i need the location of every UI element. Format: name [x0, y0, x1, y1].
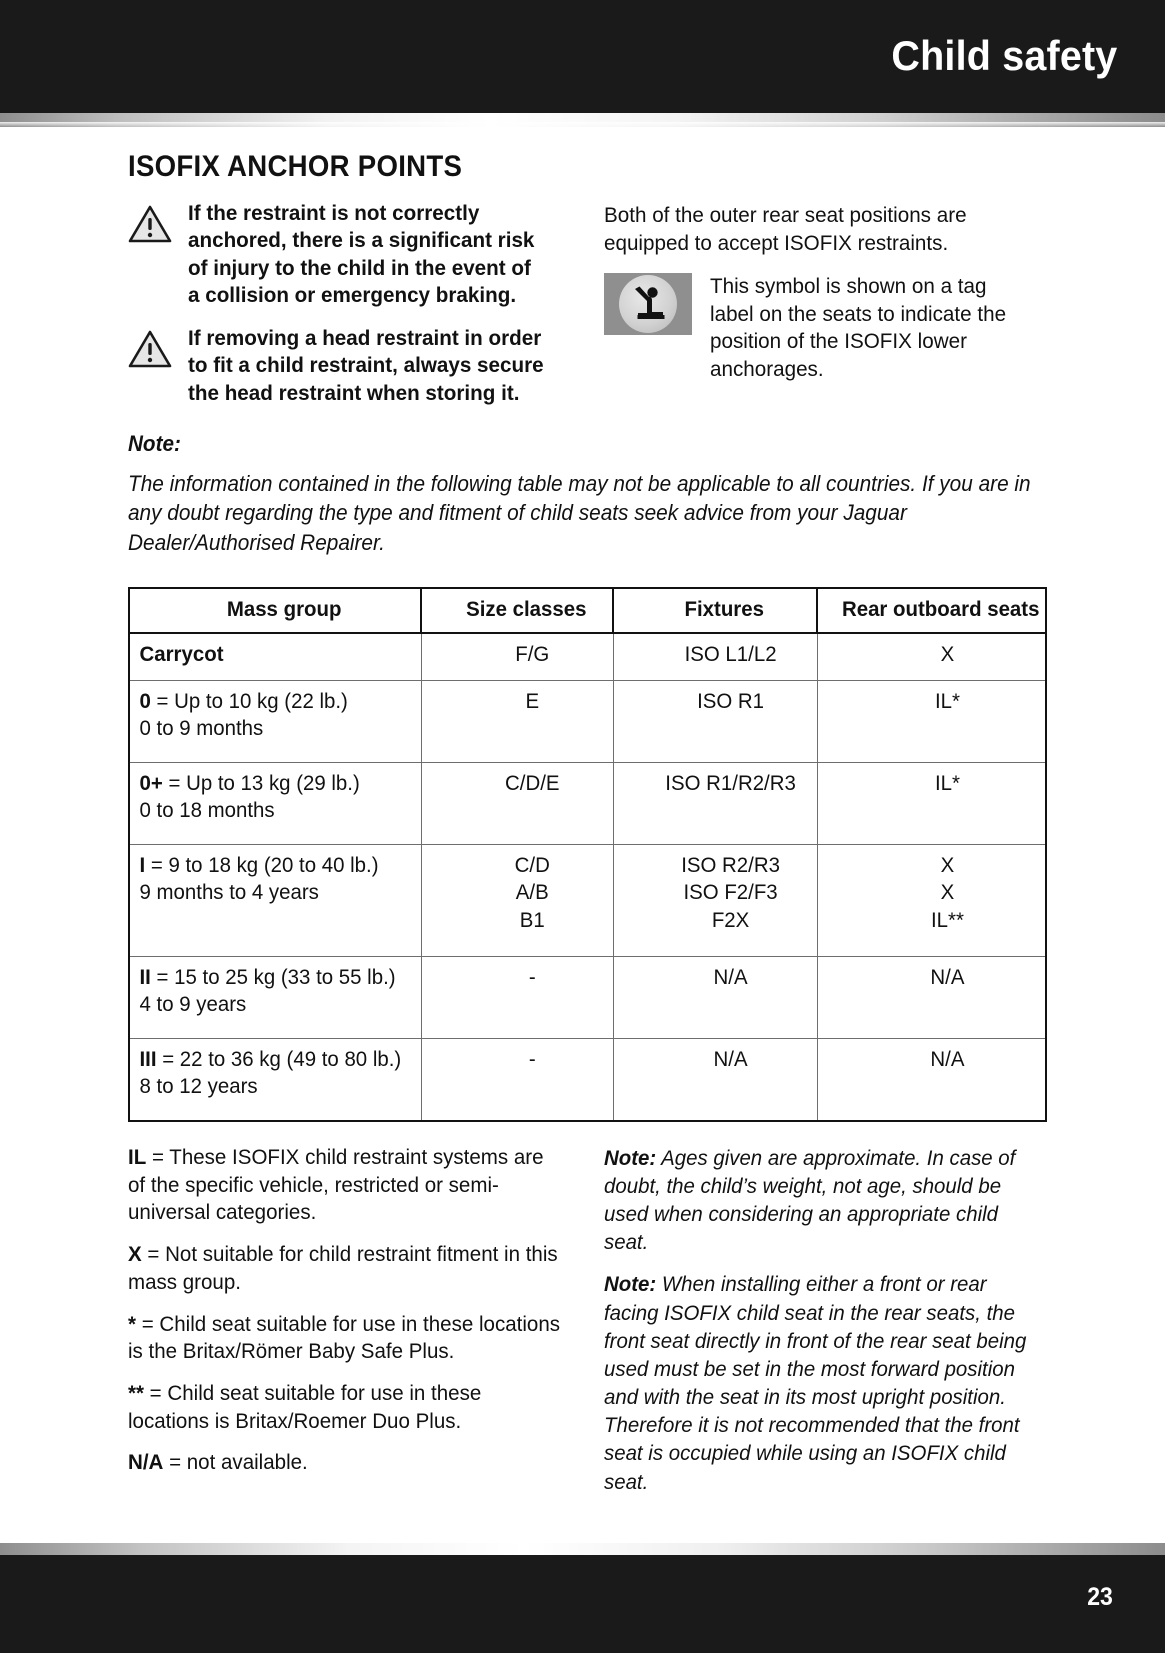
- cell-rear-outboard: IL*: [817, 762, 1046, 844]
- cell-size-classes: E: [421, 680, 613, 762]
- page-content: [0, 127, 1165, 1510]
- table-row: [129, 1038, 1046, 1121]
- cell-mass-group: 0 = Up to 10 kg (22 lb.) 0 to 9 months: [129, 680, 421, 762]
- cell-mass-group: 0+ = Up to 13 kg (29 lb.) 0 to 18 months: [129, 762, 421, 844]
- footnote-note-item: Note: Ages given are approximate. In case of doubt, the child’s weight, not age, should be used when considering an appropriate child seat.: [603, 1145, 1015, 1255]
- warning-item: [128, 325, 562, 407]
- cell-mass-group: I = 9 to 18 kg (20 to 40 lb.) 9 months to 4 years: [129, 844, 421, 956]
- footnote-note-item: Note: When installing either a front or rear facing ISOFIX child seat in the rear seats, the front seat directly in front of the rear seat being used must be set in the most forward position and with the seat in its most upright position. Therefore it is not recommended that the front seat is occupied while using an ISOFIX child seat.: [603, 1272, 1026, 1494]
- cell-fixtures: ISO R1/R2/R3: [613, 762, 817, 844]
- page-title: Child safety: [890, 32, 1117, 79]
- note-block: [128, 431, 1037, 557]
- table-row: [129, 844, 1046, 956]
- footnotes-right-column: [604, 1144, 1038, 1510]
- cell-rear-outboard: IL*: [817, 680, 1046, 762]
- cell-rear-outboard: N/A: [817, 1038, 1046, 1121]
- isofix-symbol-caption: This symbol is shown on a tag label on the seats to indicate the position of the ISOFIX lower anchorages.: [709, 274, 1006, 381]
- column-header-fixtures: Fixtures: [613, 588, 817, 633]
- table-header-row: [129, 588, 1046, 633]
- cell-fixtures: ISO R1: [613, 680, 817, 762]
- header-divider: [0, 113, 1165, 127]
- cell-rear-outboard: N/A: [817, 956, 1046, 1038]
- table-body: [129, 633, 1046, 1121]
- note-body: The information contained in the following table may not be applicable to all countries. If you are in any doubt regarding the type and fitment of child seats seek advice from your Jaguar Dealer/Authorised Repairer.: [128, 471, 1031, 555]
- cell-fixtures: N/A: [613, 1038, 817, 1121]
- table-row: [129, 956, 1046, 1038]
- footnote-item: IL = These ISOFIX child restraint systems are of the specific vehicle, restricted or semi-universal categories.: [128, 1144, 544, 1225]
- page-footer-bar: [0, 1555, 1165, 1653]
- cell-size-classes: -: [421, 956, 613, 1038]
- cell-rear-outboard: X X IL**: [817, 844, 1046, 956]
- cell-mass-group: III = 22 to 36 kg (49 to 80 lb.) 8 to 12 years: [129, 1038, 421, 1121]
- table-head: [129, 588, 1046, 633]
- footer-divider: [0, 1543, 1165, 1555]
- warning-triangle-icon: [128, 329, 172, 369]
- cell-fixtures: ISO R2/R3 ISO F2/F3 F2X: [613, 844, 817, 956]
- cell-rear-outboard: X: [817, 633, 1046, 681]
- footnotes-section: [0, 1144, 1165, 1510]
- child-restraint-table: [128, 587, 1047, 1122]
- warnings-column: [128, 200, 562, 423]
- column-header-size-classes: Size classes: [421, 588, 613, 633]
- cell-mass-group: II = 15 to 25 kg (33 to 55 lb.) 4 to 9 years: [129, 956, 421, 1038]
- warning-text: If the restraint is not correctly anchored, there is a significant risk of injury to the child in the event of a collision or emergency braking.: [188, 201, 535, 307]
- warning-text: If removing a head restraint in order to fit a child restraint, always secure the head restraint when storing it.: [188, 326, 544, 405]
- isofix-info-column: [604, 200, 1038, 383]
- isofix-symbol-row: [604, 273, 1038, 383]
- cell-size-classes: C/D A/B B1: [421, 844, 613, 956]
- cell-mass-group: Carrycot: [129, 633, 421, 681]
- warning-item: [128, 200, 562, 309]
- footnote-item: ** = Child seat suitable for use in these locations is Britax/Roemer Duo Plus.: [128, 1380, 482, 1433]
- table-row: [129, 762, 1046, 844]
- footnote-item: N/A = not available.: [128, 1450, 308, 1475]
- column-header-rear-outboard-seats: Rear outboard seats: [817, 588, 1046, 633]
- page-number: 23: [1087, 1583, 1113, 1611]
- footnotes-left-column: [128, 1144, 562, 1491]
- page-header-bar: [0, 0, 1165, 113]
- isofix-intro-paragraph: Both of the outer rear seat positions are equipped to accept ISOFIX restraints.: [603, 203, 967, 255]
- footnote-item: X = Not suitable for child restraint fitment in this mass group.: [128, 1242, 558, 1294]
- cell-size-classes: C/D/E: [421, 762, 613, 844]
- section-heading: ISOFIX ANCHOR POINTS: [128, 150, 463, 183]
- cell-size-classes: -: [421, 1038, 613, 1121]
- warning-triangle-icon: [128, 204, 172, 244]
- intro-two-column: [0, 200, 1165, 423]
- isofix-child-seat-icon: [604, 273, 692, 335]
- table-row: [129, 633, 1046, 681]
- footnote-item: * = Child seat suitable for use in these locations is the Britax/Römer Baby Safe Plus.: [128, 1311, 561, 1364]
- cell-fixtures: ISO L1/L2: [613, 633, 817, 681]
- cell-size-classes: F/G: [421, 633, 613, 681]
- column-header-mass-group: Mass group: [129, 588, 421, 633]
- cell-fixtures: N/A: [613, 956, 817, 1038]
- note-label: Note:: [128, 431, 181, 457]
- table-row: [129, 680, 1046, 762]
